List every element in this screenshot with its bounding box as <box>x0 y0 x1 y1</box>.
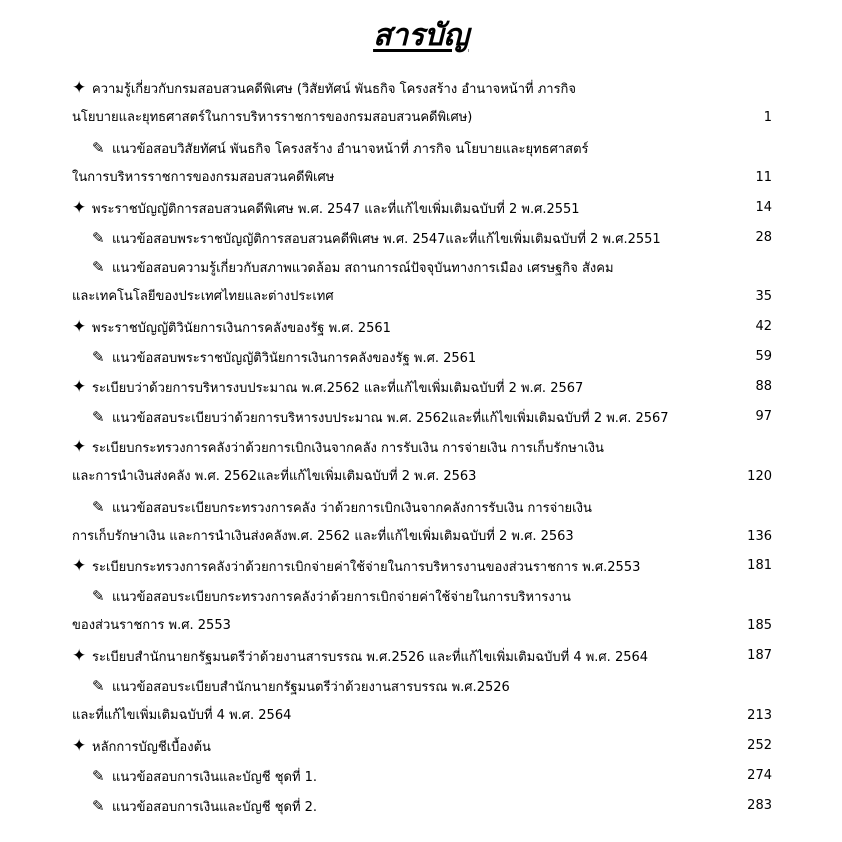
toc-entry-text <box>92 133 589 165</box>
toc-entry <box>0 73 842 103</box>
toc-entry <box>0 402 842 432</box>
toc-entry-label: และเทคโนโลยีของประเทศไทยและต่างประเทศ <box>72 289 334 305</box>
four-pointed-star-icon: ✦ <box>72 317 87 338</box>
toc-entry <box>0 252 842 282</box>
toc-entry <box>0 193 842 223</box>
toc-page-number: 11 <box>755 169 772 185</box>
toc-entry-label: แนวข้อสอบพระราชบัญญัติการสอบสวนคดีพิเศษ พ.ศ. 2547และที่แก้ไขเพิ่มเติมฉบับที่ 2 พ.ศ.2551 <box>112 231 661 247</box>
pencil-icon: ✎ <box>92 258 105 277</box>
toc-page-number: 1 <box>763 109 772 125</box>
toc-page-number: 181 <box>747 558 772 574</box>
toc-entry-label: แนวข้อสอบวิสัยทัศน์ พันธกิจ โครงสร้าง อำนาจหน้าที่ ภารกิจ นโยบายและยุทธศาสตร์ <box>112 141 589 157</box>
toc-entry-label: ระเบียบว่าด้วยการบริหารงบประมาณ พ.ศ.2562 และที่แก้ไขเพิ่มเติมฉบับที่ 2 พ.ศ. 2567 <box>92 381 584 396</box>
toc-entry-label: และที่แก้ไขเพิ่มเติมฉบับที่ 4 พ.ศ. 2564 <box>72 707 292 723</box>
toc-entry-text <box>92 402 669 434</box>
four-pointed-star-icon: ✦ <box>72 377 87 397</box>
pencil-icon: ✎ <box>92 407 105 426</box>
toc-entry <box>0 103 842 133</box>
toc-entry-text <box>92 761 317 793</box>
four-pointed-star-icon: ✦ <box>72 735 87 756</box>
pencil-icon: ✎ <box>92 587 105 606</box>
toc-page-number: 252 <box>747 737 772 753</box>
toc-entry-label: ระเบียบกระทรวงการคลังว่าด้วยการเบิกเงินจากคลัง การรับเงิน การจ่ายเงิน การเก็บรักษาเงิน <box>92 440 604 456</box>
toc-entry-text <box>92 492 592 524</box>
toc-page-number: 283 <box>747 797 772 813</box>
toc-page-number: 213 <box>747 707 772 723</box>
toc-entry-text <box>92 791 317 823</box>
toc-entry-text <box>92 342 476 374</box>
toc-entry <box>0 133 842 163</box>
toc-entry <box>0 551 842 581</box>
toc-entry <box>0 492 842 522</box>
toc-entry-text <box>92 581 571 613</box>
toc-page-number: 28 <box>755 229 772 245</box>
toc-entry-text <box>72 193 580 225</box>
pencil-icon: ✎ <box>92 677 105 695</box>
toc-entry <box>0 611 842 641</box>
toc-entry <box>0 671 842 701</box>
toc-entry-label: แนวข้อสอบระเบียบกระทรวงการคลังว่าด้วยการเบิกจ่ายค่าใช้จ่ายในการบริหารงาน <box>112 590 571 606</box>
four-pointed-star-icon: ✦ <box>72 556 87 577</box>
toc-page-number: 59 <box>755 349 772 365</box>
toc-entry-text <box>72 462 476 492</box>
toc-entry-label: แนวข้อสอบระเบียบสำนักนายกรัฐมนตรีว่าด้วยงานสารบรรณ พ.ศ.2526 <box>112 680 510 695</box>
pencil-icon: ✎ <box>92 228 105 247</box>
toc-entry-label: นโยบายและยุทธศาสตร์ในการบริหารราชการของกรมสอบสวนคดีพิเศษ) <box>72 109 473 125</box>
toc-entry-label: พระราชบัญญัติวินัยการเงินการคลังของรัฐ พ.ศ. 2561 <box>92 321 391 337</box>
toc-entry-label: และการนำเงินส่งคลัง พ.ศ. 2562และที่แก้ไขเพิ่มเติมฉบับที่ 2 พ.ศ. 2563 <box>72 468 477 484</box>
toc-entry-text <box>72 551 640 583</box>
toc-entry-text <box>72 522 574 552</box>
toc-page-number: 14 <box>755 199 772 215</box>
toc-entry-text <box>92 223 661 255</box>
toc-entry-label: ในการบริหารราชการของกรมสอบสวนคดีพิเศษ <box>72 169 335 185</box>
toc-entry <box>0 462 842 492</box>
toc-entry <box>0 312 842 342</box>
pencil-icon: ✎ <box>92 497 105 516</box>
toc-entry <box>0 761 842 791</box>
toc-entry <box>0 522 842 552</box>
toc-entry-text <box>92 671 510 703</box>
toc-entry <box>0 342 842 372</box>
toc-entry-text <box>72 73 576 105</box>
toc-page-number: 120 <box>747 468 772 484</box>
toc-page-number: 88 <box>755 379 772 394</box>
toc-entry-text <box>72 163 334 193</box>
toc-entry-text <box>72 103 472 133</box>
toc-entry <box>0 581 842 611</box>
toc-entry <box>0 701 842 731</box>
toc-entry-text <box>72 372 583 404</box>
toc-entry-label: แนวข้อสอบระเบียบว่าด้วยการบริหารงบประมาณ พ.ศ. 2562และที่แก้ไขเพิ่มเติมฉบับที่ 2 พ.ศ. 2567 <box>112 410 669 426</box>
toc-entry-text <box>72 432 604 464</box>
four-pointed-star-icon: ✦ <box>72 436 87 457</box>
pencil-icon: ✎ <box>92 766 105 785</box>
toc-entry-label: แนวข้อสอบการเงินและบัญชี ชุดที่ 1. <box>112 769 318 785</box>
four-pointed-star-icon: ✦ <box>72 646 87 667</box>
toc-page-number: 274 <box>747 767 772 783</box>
toc-page-number: 187 <box>747 648 772 664</box>
toc-entry-text <box>72 701 291 731</box>
toc-entry <box>0 372 842 402</box>
toc-entry-label: ของส่วนราชการ พ.ศ. 2553 <box>72 618 231 634</box>
toc-entry <box>0 641 842 671</box>
toc-entry <box>0 731 842 761</box>
toc-entry-label: แนวข้อสอบระเบียบกระทรวงการคลัง ว่าด้วยการเบิกเงินจากคลังการรับเงิน การจ่ายเงิน <box>112 500 592 516</box>
pencil-icon: ✎ <box>92 348 105 367</box>
four-pointed-star-icon: ✦ <box>72 78 87 98</box>
pencil-icon: ✎ <box>92 796 105 815</box>
toc-entry-text <box>72 641 648 673</box>
toc-entry <box>0 282 842 312</box>
toc-entry-text <box>92 252 614 284</box>
page-title: สารบัญ <box>373 18 469 53</box>
toc-entry <box>0 223 842 253</box>
toc-page-number: 185 <box>747 618 772 634</box>
toc-page-number: 136 <box>747 528 772 544</box>
toc-entry-label: แนวข้อสอบความรู้เกี่ยวกับสภาพแวดล้อม สถานการณ์ปัจจุบันทางการเมือง เศรษฐกิจ สังคม <box>112 261 614 277</box>
toc-entry-label: การเก็บรักษาเงิน และการนำเงินส่งคลังพ.ศ. 2562 และที่แก้ไขเพิ่มเติมฉบับที่ 2 พ.ศ. 2563 <box>72 528 574 544</box>
toc-entry-label: หลักการบัญชีเบื้องต้น <box>92 739 211 755</box>
toc-entry-text <box>72 731 211 763</box>
toc-entry <box>0 432 842 462</box>
toc-page-number: 35 <box>755 289 772 305</box>
four-pointed-star-icon: ✦ <box>72 197 87 218</box>
toc-entry-label: แนวข้อสอบพระราชบัญญัติวินัยการเงินการคลังของรัฐ พ.ศ. 2561 <box>112 351 477 367</box>
toc-entry-text <box>72 282 334 312</box>
toc-entry-label: ระเบียบสำนักนายกรัฐมนตรีว่าด้วยงานสารบรรณ พ.ศ.2526 และที่แก้ไขเพิ่มเติมฉบับที่ 4 พ.ศ. 2564 <box>92 650 649 666</box>
toc-entry <box>0 791 842 821</box>
toc-entry-text <box>72 312 391 344</box>
toc-page-number: 42 <box>755 319 772 335</box>
pencil-icon: ✎ <box>92 138 105 157</box>
toc-entry-label: ความรู้เกี่ยวกับกรมสอบสวนคดีพิเศษ (วิสัยทัศน์ พันธกิจ โครงสร้าง อำนาจหน้าที่ ภารกิจ <box>92 82 577 97</box>
toc-entry-label: ระเบียบกระทรวงการคลังว่าด้วยการเบิกจ่ายค่าใช้จ่ายในการบริหารงานของส่วนราชการ พ.ศ.2553 <box>92 560 641 576</box>
toc-entry <box>0 163 842 193</box>
toc-entry-label: พระราชบัญญัติการสอบสวนคดีพิเศษ พ.ศ. 2547 และที่แก้ไขเพิ่มเติมฉบับที่ 2 พ.ศ.2551 <box>92 201 580 217</box>
toc-page-number: 97 <box>755 408 772 424</box>
toc-entry-label: แนวข้อสอบการเงินและบัญชี ชุดที่ 2. <box>112 799 318 815</box>
toc-entry-text <box>72 611 231 641</box>
